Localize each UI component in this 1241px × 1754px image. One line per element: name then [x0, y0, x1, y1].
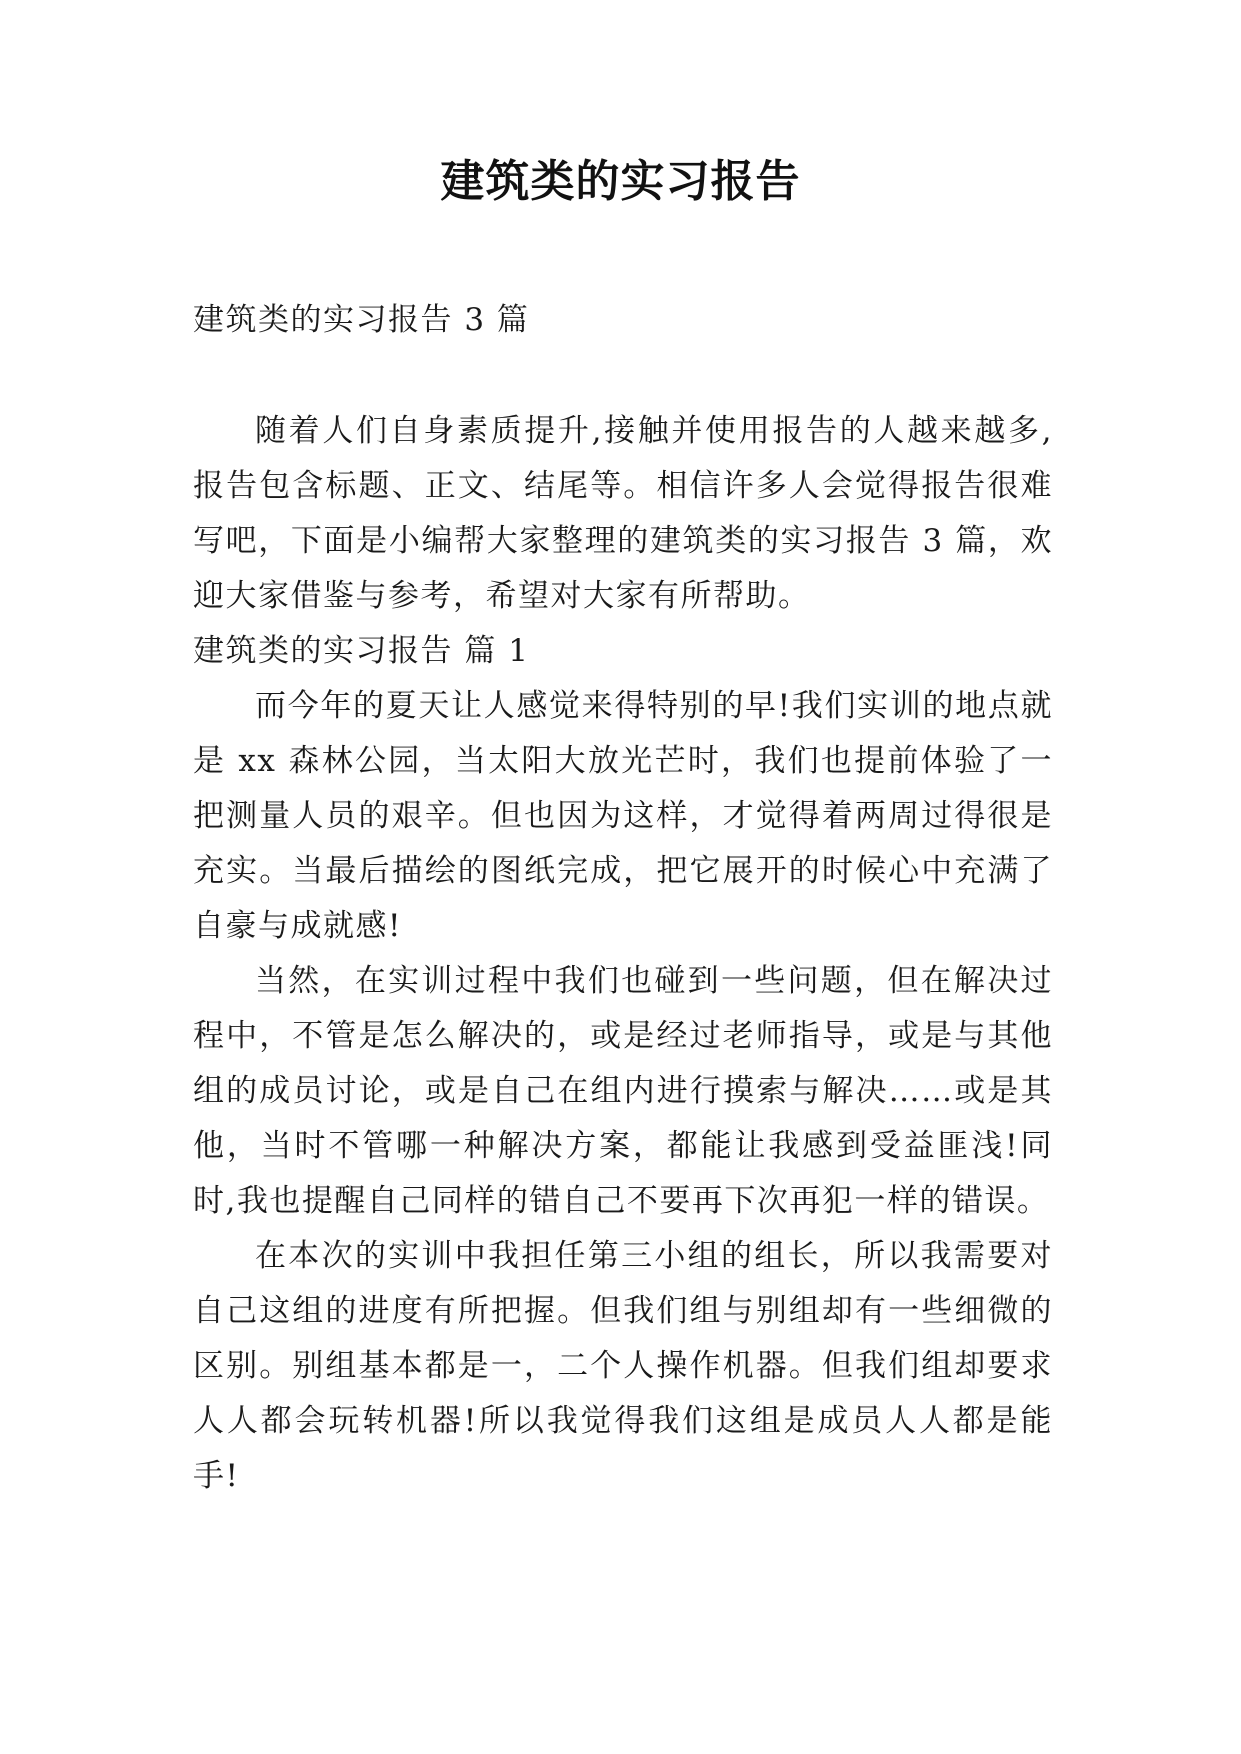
document-content [193, 404, 1053, 1504]
body-paragraph-3: 在本次的实训中我担任第三小组的组长，所以我需要对自己这组的进度有所把握。但我们组与别组却有一些细微的区别。别组基本都是一，二个人操作机器。但我们组却要求人人都会玩转机器!所以我觉得我们这组是成员人人都是能手! [193, 1238, 1053, 1494]
body-paragraph-2: 当然，在实训过程中我们也碰到一些问题，但在解决过程中，不管是怎么解决的，或是经过老师指导，或是与其他组的成员讨论，或是自己在组内进行摸索与解决……或是其他，当时不管哪一种解决方案，都能让我感到受益匪浅!同时,我也提醒自己同样的错自己不要再下次再犯一样的错误。 [193, 963, 1053, 1219]
body-paragraph-1: 而今年的夏天让人感觉来得特别的早!我们实训的地点就是 xx 森林公园，当太阳大放光芒时，我们也提前体验了一把测量人员的艰辛。但也因为这样，才觉得着两周过得很是充实。当最后描绘的图纸完成，把它展开的时候心中充满了自豪与成就感! [193, 688, 1053, 944]
section-heading: 建筑类的实习报告 篇 1 [193, 633, 530, 669]
intro-paragraph: 随着人们自身素质提升,接触并使用报告的人越来越多,报告包含标题、正文、结尾等。相信许多人会觉得报告很难写吧，下面是小编帮大家整理的建筑类的实习报告 3 篇，欢迎大家借鉴与参考，希望对大家有所帮助。 [193, 413, 1053, 614]
document-title: 建筑类的实习报告 [440, 156, 801, 207]
document-subtitle: 建筑类的实习报告 3 篇 [193, 302, 530, 338]
